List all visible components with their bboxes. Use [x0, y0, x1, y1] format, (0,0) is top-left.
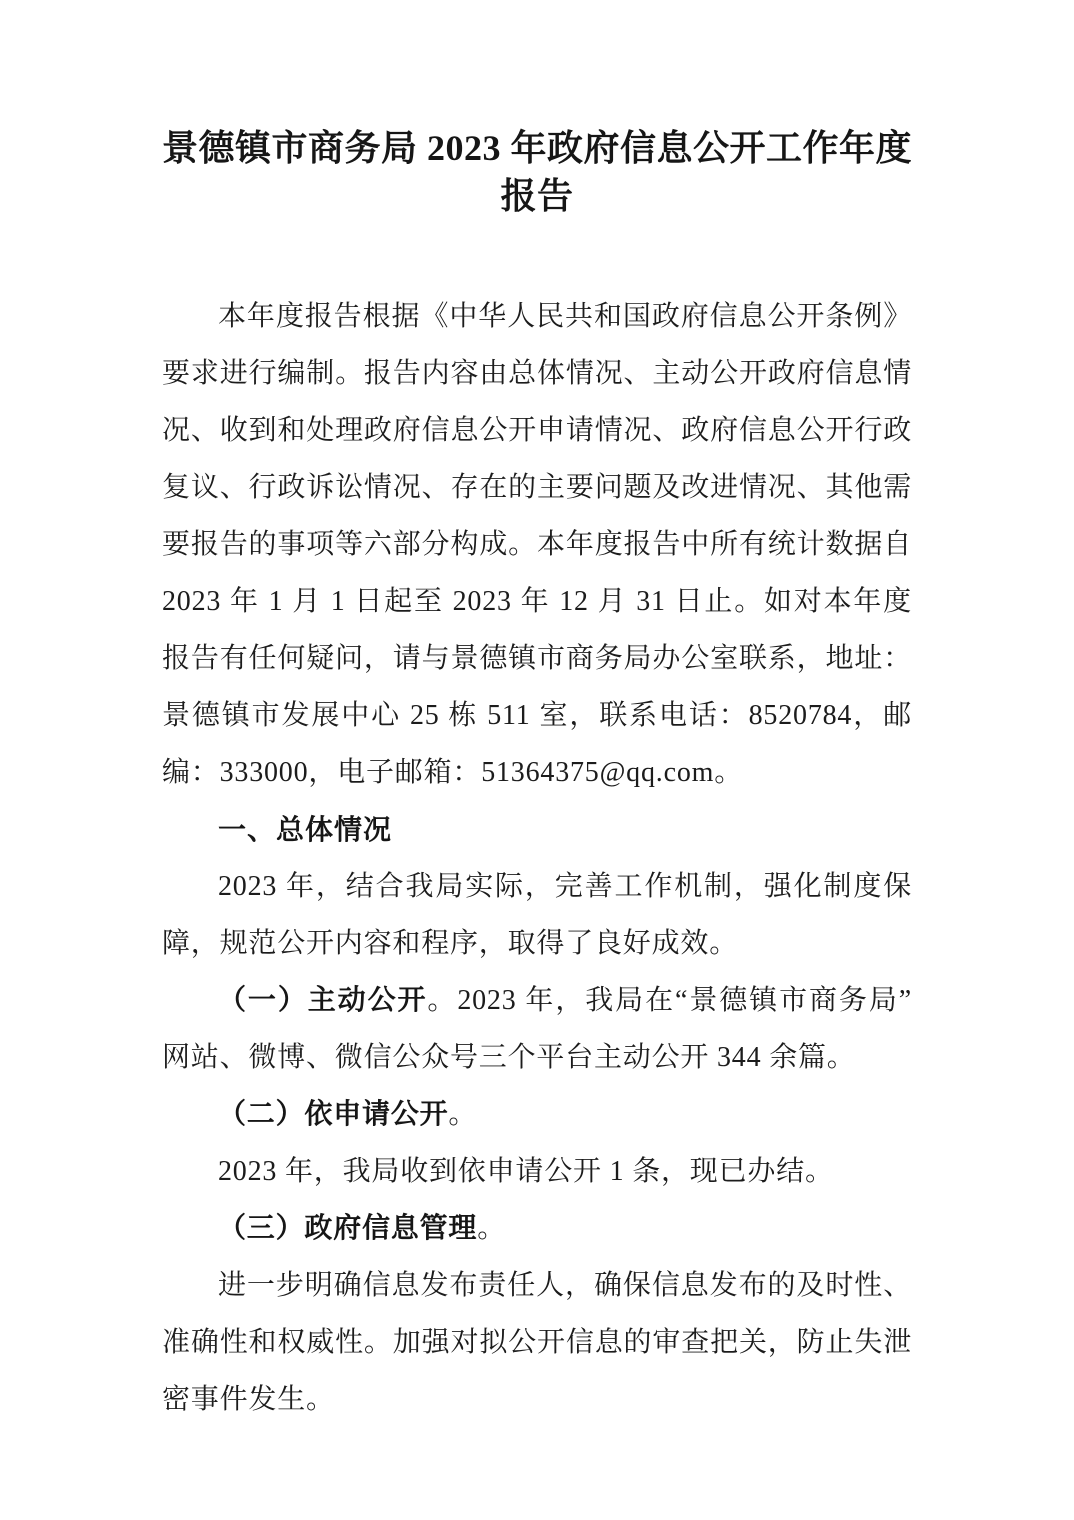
subsection-label-disclosure-upon-request: （二）依申请公开 — [218, 1099, 449, 1130]
subsection-disclosure-upon-request-heading — [162, 1086, 912, 1143]
subsection-label-information-management: （三）政府信息管理 — [218, 1213, 478, 1244]
overview-summary-paragraph: 2023 年，结合我局实际，完善工作机制，强化制度保障，规范公开内容和程序，取得了良好成效。 — [162, 871, 912, 959]
subsection-label-proactive-disclosure: （一）主动公开 — [218, 985, 428, 1016]
subsection-information-management-heading — [162, 1200, 912, 1257]
intro-paragraph: 本年度报告根据《中华人民共和国政府信息公开条例》要求进行编制。报告内容由总体情况、主动公开政府信息情况、收到和处理政府信息公开申请情况、政府信息公开行政复议、行政诉讼情况、存在的主要问题及改进情况、其他需要报告的事项等六部分构成。本年度报告中所有统计数据自 2023 年 1 月 1 日起至 2023 年 12 月 31 日止。如对本年度报告有任何疑问，请与景德镇市商务局办公室联系，地址：景德镇市发展中心 25 栋 511 室，联系电话：8520784，邮编：333000，电子邮箱：51364375@qq.com。 — [162, 301, 912, 788]
subsection-punct-disclosure-upon-request: 。 — [448, 1099, 478, 1130]
subsection-proactive-disclosure-paragraph — [162, 972, 912, 1086]
document-title: 景德镇市商务局 2023 年政府信息公开工作年度报告 — [162, 128, 913, 216]
information-management-body-paragraph: 进一步明确信息发布责任人，确保信息发布的及时性、准确性和权威性。加强对拟公开信息的审查把关，防止失泄密事件发生。 — [162, 1270, 912, 1415]
section-heading-overall-situation: 一、总体情况 — [218, 814, 393, 845]
disclosure-upon-request-body-paragraph: 2023 年，我局收到依申请公开 1 条，现已办结。 — [218, 1156, 834, 1187]
subsection-punct-information-management: 。 — [477, 1213, 507, 1244]
subsection-text-proactive-disclosure: 。2023 年，我局在“景德镇市商务局”网站、微博、微信公众号三个平台主动公开 344 余篇。 — [162, 985, 912, 1073]
